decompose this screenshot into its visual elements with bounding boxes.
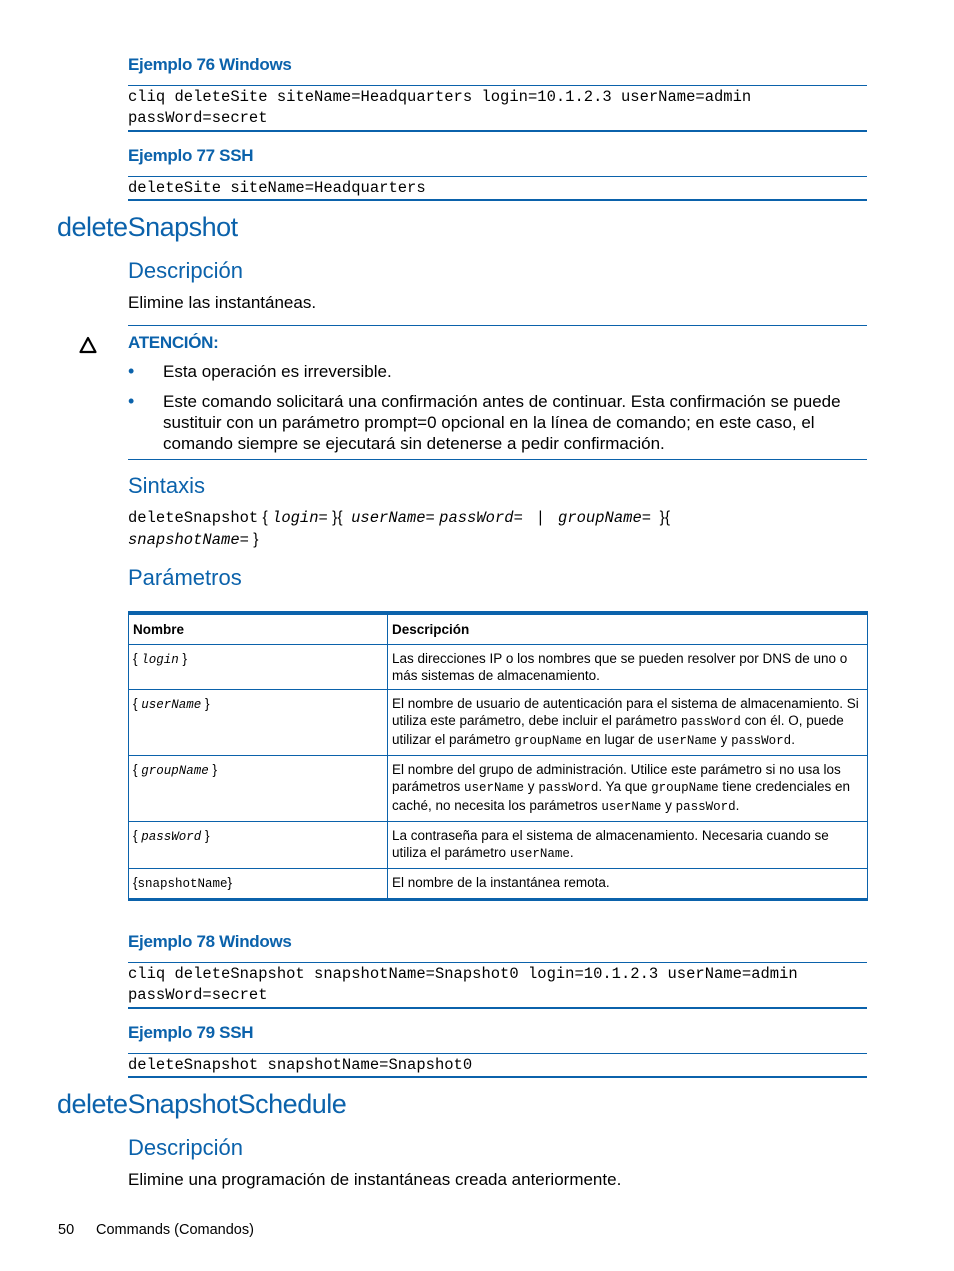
syntax-login: login= <box>272 509 328 527</box>
table-row <box>129 645 868 690</box>
caution-top-rule <box>128 325 867 326</box>
param-name: groupName <box>141 764 209 778</box>
footer-chapter: Commands (Comandos) <box>96 1222 254 1238</box>
example-79-title: Ejemplo 79 SSH <box>128 1023 254 1042</box>
table-header-row <box>129 613 868 645</box>
syntax-pipe: | <box>535 509 546 527</box>
description-heading: Descripción <box>128 258 243 283</box>
description-text: Elimine las instantáneas. <box>128 293 317 312</box>
bullet-icon: • <box>128 391 135 411</box>
example-78-title: Ejemplo 78 Windows <box>128 932 292 951</box>
caution-bottom-rule <box>128 459 867 460</box>
caution-bullet-2-line-1: Este comando solicitará una confirmación antes de continuar. Esta confirmación se puede <box>163 392 841 411</box>
param-name-cell: { login } <box>129 645 388 690</box>
code-line: passWord=secret <box>128 109 268 127</box>
code-line: deleteSite siteName=Headquarters <box>128 179 426 197</box>
example-76-code <box>128 85 867 132</box>
parameters-table <box>128 611 868 901</box>
caution-icon <box>79 336 97 354</box>
example-78-code <box>128 962 867 1009</box>
example-79-code <box>128 1053 867 1078</box>
syntax-snapshotname: snapshotName= <box>128 531 249 549</box>
table-row <box>129 756 868 822</box>
syntax-password: passWord= <box>439 509 523 527</box>
syntax-command: deleteSnapshot <box>128 509 259 527</box>
syntax-heading: Sintaxis <box>128 473 206 498</box>
param-name: snapshotName <box>137 877 228 891</box>
section-heading: deleteSnapshotSchedule <box>57 1089 347 1119</box>
syntax-line-1: deleteSnapshot { login= }{ userName= passWord= | groupName= }{ <box>128 509 671 527</box>
syntax-groupname: groupName= <box>558 509 652 527</box>
example-76-title: Ejemplo 76 Windows <box>128 55 292 74</box>
param-name-cell: {snapshotName} <box>129 869 388 900</box>
code-line: deleteSnapshot snapshotName=Snapshot0 <box>128 1056 473 1074</box>
param-name: login <box>141 653 179 667</box>
caution-label: ATENCIÓN: <box>128 333 219 352</box>
param-name-cell: { userName } <box>129 690 388 756</box>
example-77-code <box>128 176 867 201</box>
param-name-cell: { groupName } <box>129 756 388 822</box>
bullet-icon: • <box>128 361 135 381</box>
table-header-name: Nombre <box>129 613 388 645</box>
param-description-cell: El nombre de usuario de autenticación para el sistema de almacenamiento. Si utiliza este parámetro, debe incluir el parámetro passWord con él. O, puede utilizar el parámetro groupName en lugar de userName y passWord. <box>388 690 868 756</box>
code-line: cliq deleteSnapshot snapshotName=Snapshot0 login=10.1.2.3 userName=admin <box>128 965 798 983</box>
param-description-cell: La contraseña para el sistema de almacenamiento. Necesaria cuando se utiliza el parámetro userName. <box>388 822 868 869</box>
param-description-cell: Las direcciones IP o los nombres que se pueden resolver por DNS de uno o más sistemas de almacenamiento. <box>388 645 868 690</box>
param-name: passWord <box>141 830 202 844</box>
table-row <box>129 869 868 900</box>
caution-bullet-1: Esta operación es irreversible. <box>163 362 392 381</box>
param-name-cell: { passWord } <box>129 822 388 869</box>
table-row <box>129 690 868 756</box>
syntax-line-2: snapshotName= } <box>128 531 259 549</box>
page-number: 50 <box>58 1222 75 1238</box>
example-77-title: Ejemplo 77 SSH <box>128 146 254 165</box>
caution-bullet-2-line-2: sustituir con un parámetro prompt=0 opcional en la línea de comando; en este caso, el <box>163 413 815 432</box>
param-description-cell: El nombre del grupo de administración. Utilice este parámetro si no usa los parámetros userName y passWord. Ya que groupName tiene credenciales en caché, no necesita los parámetros userName y passWord. <box>388 756 868 822</box>
param-name: userName <box>141 698 202 712</box>
description-heading: Descripción <box>128 1135 243 1160</box>
syntax-username: userName= <box>351 509 435 527</box>
description-text: Elimine una programación de instantáneas creada anteriormente. <box>128 1170 622 1189</box>
code-line: passWord=secret <box>128 986 268 1004</box>
parameters-heading: Parámetros <box>128 565 242 590</box>
table-header-description: Descripción <box>388 613 868 645</box>
code-line: cliq deleteSite siteName=Headquarters login=10.1.2.3 userName=admin <box>128 88 752 106</box>
param-description-cell: El nombre de la instantánea remota. <box>388 869 868 900</box>
section-heading: deleteSnapshot <box>57 212 238 242</box>
caution-bullet-2-line-3: comando siempre se ejecutará sin detenerse a pedir confirmación. <box>163 434 665 453</box>
table-row <box>129 822 868 869</box>
